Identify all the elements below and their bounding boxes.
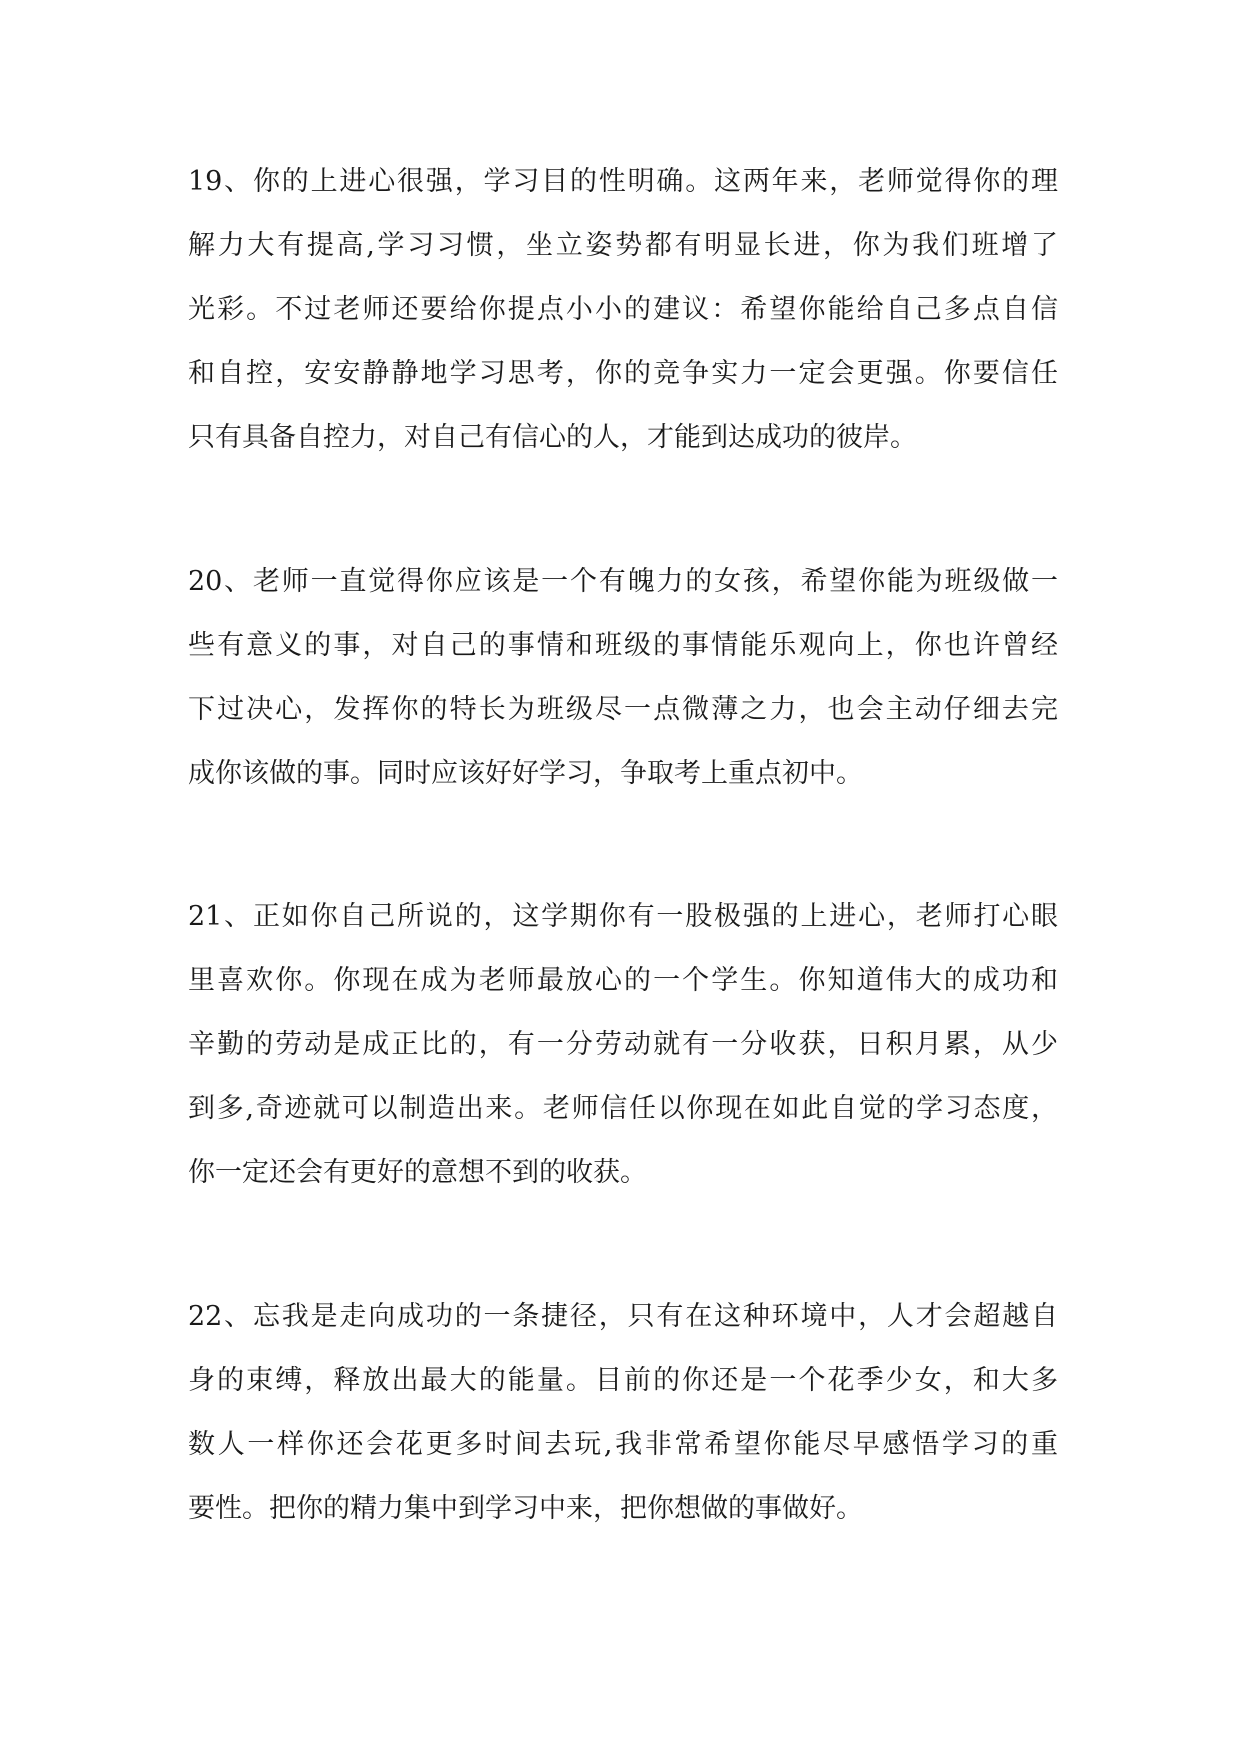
text-line: 身的束缚，释放出最大的能量。目前的你还是一个花季少女，和大多 xyxy=(188,1365,1058,1396)
text-line: 20、老师一直觉得你应该是一个有魄力的女孩，希望你能为班级做一 xyxy=(188,566,1058,597)
text-line: 辛勤的劳动是成正比的，有一分劳动就有一分收获，日积月累，从少 xyxy=(188,1029,1058,1060)
text-line: 21、正如你自己所说的，这学期你有一股极强的上进心，老师打心眼 xyxy=(188,901,1058,932)
text-line: 下过决心，发挥你的特长为班级尽一点微薄之力，也会主动仔细去完 xyxy=(188,694,1058,725)
text-line: 只有具备自控力，对自己有信心的人，才能到达成功的彼岸。 xyxy=(188,422,917,453)
comment-paragraph-20 xyxy=(188,550,1058,806)
text-line: 里喜欢你。你现在成为老师最放心的一个学生。你知道伟大的成功和 xyxy=(188,965,1058,996)
comment-paragraph-22 xyxy=(188,1285,1058,1541)
text-line: 成你该做的事。同时应该好好学习，争取考上重点初中。 xyxy=(188,758,863,789)
text-line: 和自控，安安静静地学习思考，你的竞争实力一定会更强。你要信任 xyxy=(188,358,1058,389)
comment-paragraph-19 xyxy=(188,150,1058,470)
text-line: 到多,奇迹就可以制造出来。老师信任以你现在如此自觉的学习态度， xyxy=(188,1093,1058,1124)
text-line: 解力大有提高,学习习惯，坐立姿势都有明显长进，你为我们班增了 xyxy=(188,230,1058,261)
text-line: 22、忘我是走向成功的一条捷径，只有在这种环境中，人才会超越自 xyxy=(188,1301,1058,1332)
text-line: 要性。把你的精力集中到学习中来，把你想做的事做好。 xyxy=(188,1493,863,1524)
comment-paragraph-21 xyxy=(188,885,1058,1205)
text-line: 光彩。不过老师还要给你提点小小的建议：希望你能给自己多点自信 xyxy=(188,294,1058,325)
text-line: 19、你的上进心很强，学习目的性明确。这两年来，老师觉得你的理 xyxy=(188,166,1058,197)
text-line: 你一定还会有更好的意想不到的收获。 xyxy=(188,1157,647,1188)
text-line: 些有意义的事，对自己的事情和班级的事情能乐观向上，你也许曾经 xyxy=(188,630,1058,661)
text-line: 数人一样你还会花更多时间去玩,我非常希望你能尽早感悟学习的重 xyxy=(188,1429,1058,1460)
